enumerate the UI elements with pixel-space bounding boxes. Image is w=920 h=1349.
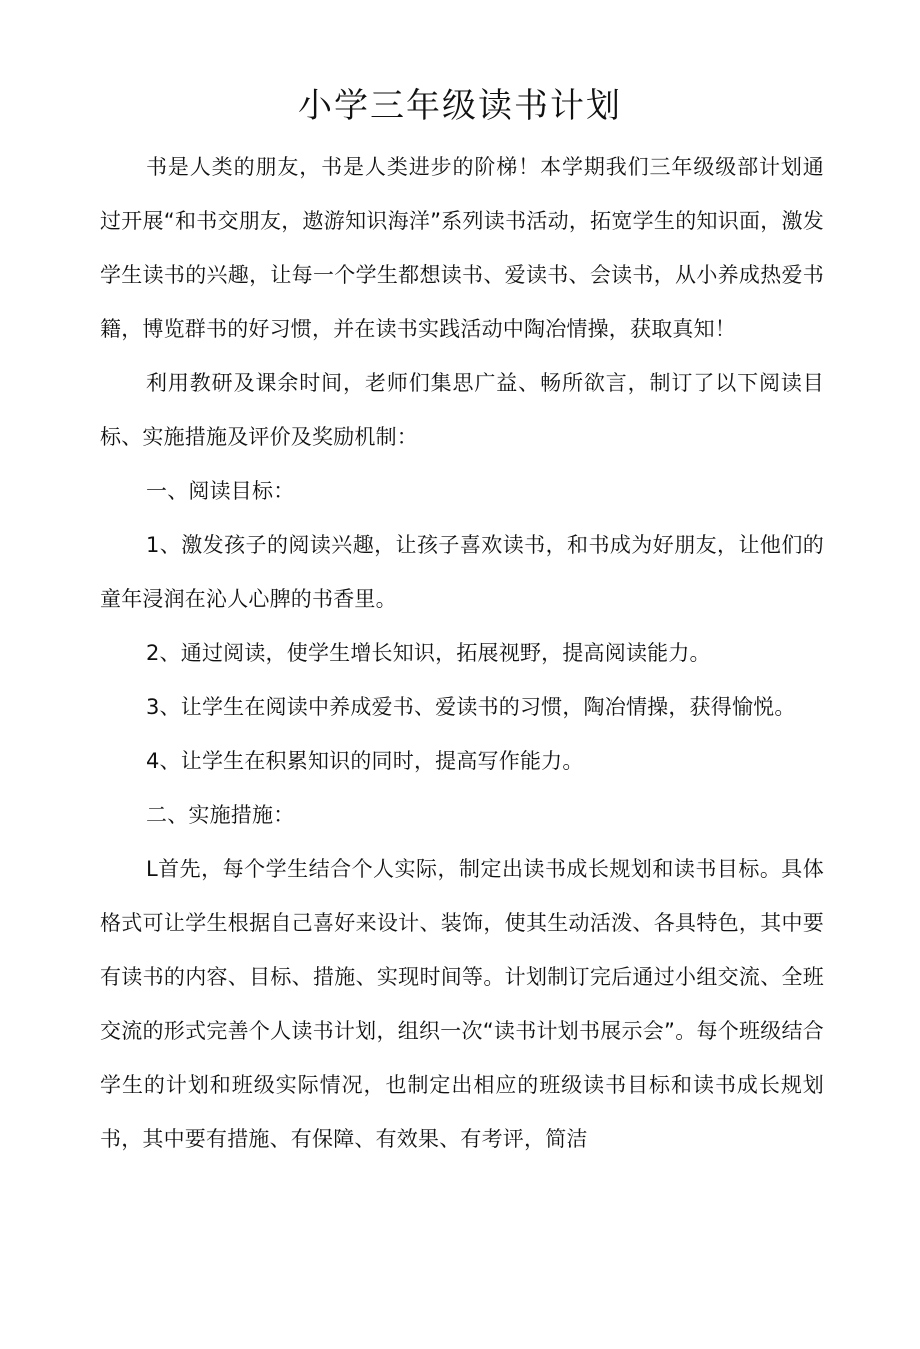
document-title: 小学三年级读书计划 <box>298 86 622 126</box>
measure-item-1: L首先，每个学生结合个人实际，制定出读书成长规划和读书目标。具体格式可让学生根据自己喜好来设计、装饰，使其生动活泼、各具特色，其中要有读书的内容、目标、措施、实现时间等。计划制订完后通过小组交流、全班交流的形式完善个人读书计划，组织一次“读书计划书展示会”。每个班级结合学生的计划和班级实际情况，也制定出相应的班级读书目标和读书成长规划书，其中要有措施、有保障、有效果、有考评，简洁 <box>100 857 824 1151</box>
goal-item-4: 4、让学生在积累知识的同时，提高写作能力。 <box>146 749 584 773</box>
section-heading-measures: 二、实施措施： <box>146 803 295 827</box>
section-heading-goals: 一、阅读目标： <box>146 479 295 503</box>
paragraph-intro: 书是人类的朋友，书是人类进步的阶梯！本学期我们三年级级部计划通过开展“和书交朋友，遨游知识海洋”系列读书活动，拓宽学生的知识面，激发学生读书的兴趣，让每一个学生都想读书、爱读书、会读书，从小养成热爱书籍，博览群书的好习惯，并在读书实践活动中陶冶情操，获取真知！ <box>100 155 824 341</box>
goal-item-3: 3、让学生在阅读中养成爱书、爱读书的习惯，陶冶情操，获得愉悦。 <box>146 695 796 719</box>
paragraph-preface: 利用教研及课余时间，老师们集思广益、畅所欲言，制订了以下阅读目标、实施措施及评价及奖励机制： <box>100 371 824 449</box>
document-body <box>100 140 824 1166</box>
goal-item-2: 2、通过阅读，使学生增长知识，拓展视野，提高阅读能力。 <box>146 641 711 665</box>
goal-item-1: 1、激发孩子的阅读兴趣，让孩子喜欢读书，和书成为好朋友，让他们的童年浸润在沁人心脾的书香里。 <box>100 533 824 611</box>
